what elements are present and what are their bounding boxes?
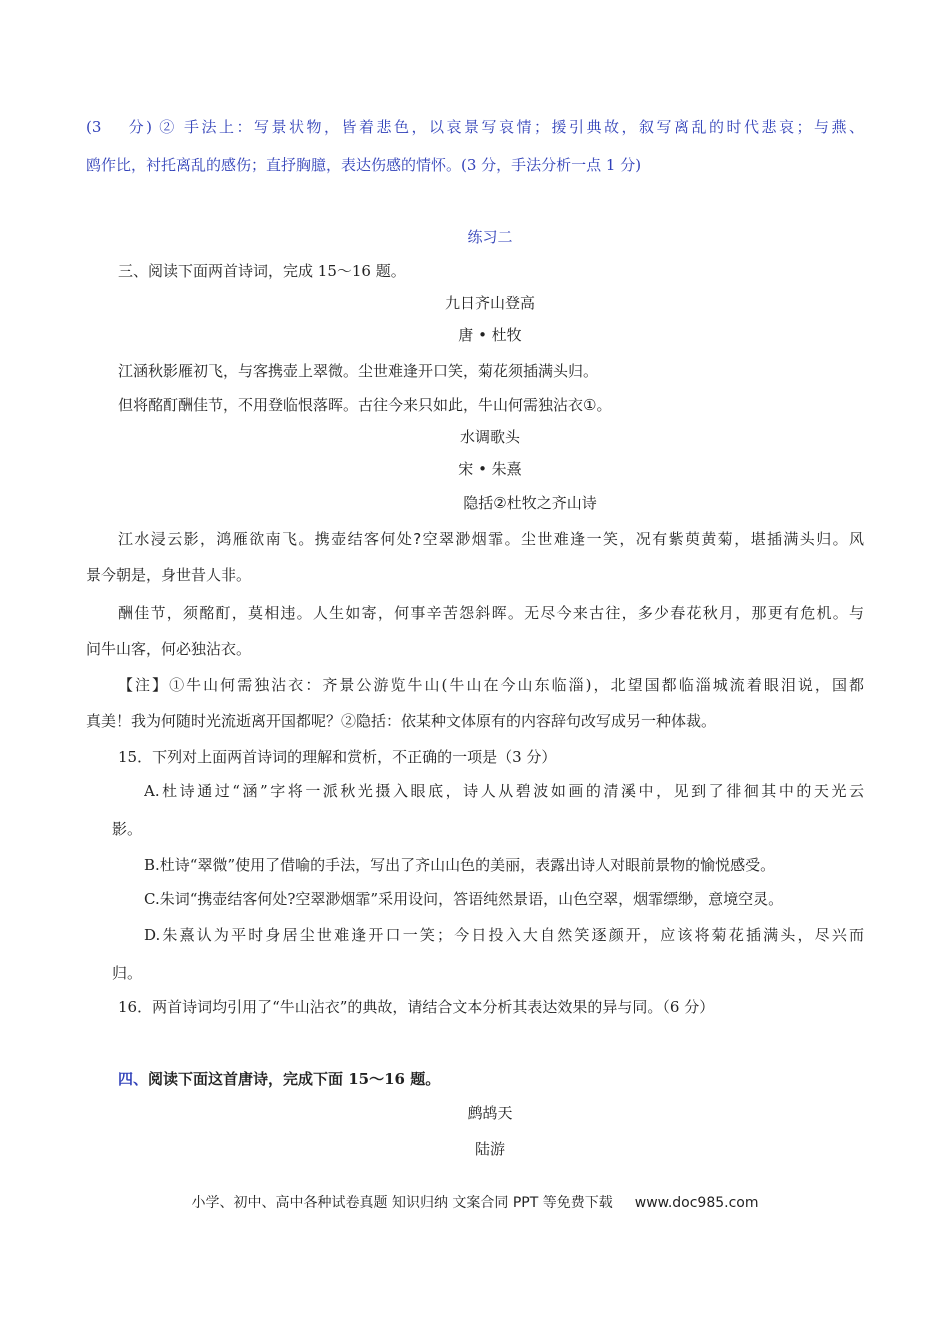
poem2-author: 宋 • 朱熹 bbox=[458, 460, 522, 478]
footer-text: 小学、初中、高中各种试卷真题 知识归纳 文案合同 PPT 等免费下载 bbox=[191, 1195, 613, 1211]
poem2-subtitle: 隐括②杜牧之齐山诗 bbox=[463, 494, 597, 512]
poem2-line-2: 景今朝是，身世昔人非。 bbox=[86, 566, 252, 584]
section4-heading-text: 阅读下面这首唐诗，完成下面 15～16 题。 bbox=[148, 1070, 441, 1088]
section4-poem-author: 陆游 bbox=[474, 1140, 505, 1158]
question-15-option-a-cont: 影。 bbox=[112, 820, 143, 838]
poem1-line-2: 但将酩酊酬佳节，不用登临恨落晖。古往今来只如此，牛山何需独沾衣①。 bbox=[118, 396, 612, 414]
poem2-line-1: 江水浸云影，鸿雁欲南飞。携壶结客何处?空翠渺烟霏。尘世难逢一笑，况有紫萸黄菊，堪插满头归。风 bbox=[118, 530, 864, 548]
section4-poem-title: 鹧鸪天 bbox=[467, 1104, 513, 1122]
answer-line-1: (3 分) ② 手法上：写景状物，皆着悲色，以哀景写哀情；援引典故，叙写离乱的时代悲哀；与燕、 bbox=[86, 118, 864, 136]
poem1-title: 九日齐山登高 bbox=[444, 294, 535, 312]
section4-heading bbox=[118, 1068, 440, 1090]
footer-url[interactable]: www.doc985.com bbox=[634, 1195, 759, 1211]
question-15-option-d-cont: 归。 bbox=[112, 964, 143, 982]
section3-heading: 三、阅读下面两首诗词，完成 15～16 题。 bbox=[118, 262, 406, 280]
question-15-option-d: D.朱熹认为平时身居尘世难逢开口一笑；今日投入大自然笑逐颜开，应该将菊花插满头，尽兴而 bbox=[144, 926, 864, 944]
question-15-stem: 15．下列对上面两首诗词的理解和赏析，不正确的一项是（3 分） bbox=[118, 748, 557, 766]
poem1-author: 唐 • 杜牧 bbox=[458, 326, 522, 344]
note-line-2: 真美！我为何随时光流逝离开国都呢？②隐括：依某种文体原有的内容辞句改写成另一种体裁。 bbox=[86, 712, 717, 730]
note-line-1: 【注】①牛山何需独沾衣：齐景公游览牛山(牛山在今山东临淄)，北望国都临淄城流着眼泪说，国都 bbox=[118, 676, 864, 694]
exercise-title: 练习二 bbox=[467, 228, 513, 246]
poem2-title: 水调歌头 bbox=[459, 428, 520, 446]
page-footer bbox=[0, 1192, 950, 1212]
question-15-option-c: C.朱词“携壶结客何处?空翠渺烟霏”采用设问，答语纯然景语，山色空翠，烟霏缥缈，意境空灵。 bbox=[144, 890, 784, 908]
poem2-line-3: 酬佳节，须酩酊，莫相违。人生如寄，何事辛苦怨斜晖。无尽今来古往，多少春花秋月，那更有危机。与 bbox=[118, 604, 864, 622]
answer-line-2: 鸥作比，衬托离乱的感伤；直抒胸臆，表达伤感的情怀。(3 分，手法分析一点 1 分) bbox=[86, 156, 642, 174]
question-16: 16．两首诗词均引用了“牛山沾衣”的典故，请结合文本分析其表达效果的异与同。（6 分） bbox=[118, 998, 715, 1016]
poem2-line-4: 问牛山客，何必独沾衣。 bbox=[86, 640, 252, 658]
section4-number: 四、 bbox=[118, 1070, 149, 1088]
question-15-option-b: B.杜诗“翠微”使用了借喻的手法，写出了齐山山色的美丽，表露出诗人对眼前景物的愉悦感受。 bbox=[144, 856, 776, 874]
poem1-line-1: 江涵秋影雁初飞，与客携壶上翠微。尘世难逢开口笑，菊花须插满头归。 bbox=[118, 362, 599, 380]
question-15-option-a: A.杜诗通过“涵”字将一派秋光摄入眼底，诗人从碧波如画的清溪中，见到了徘徊其中的天光云 bbox=[144, 782, 864, 800]
